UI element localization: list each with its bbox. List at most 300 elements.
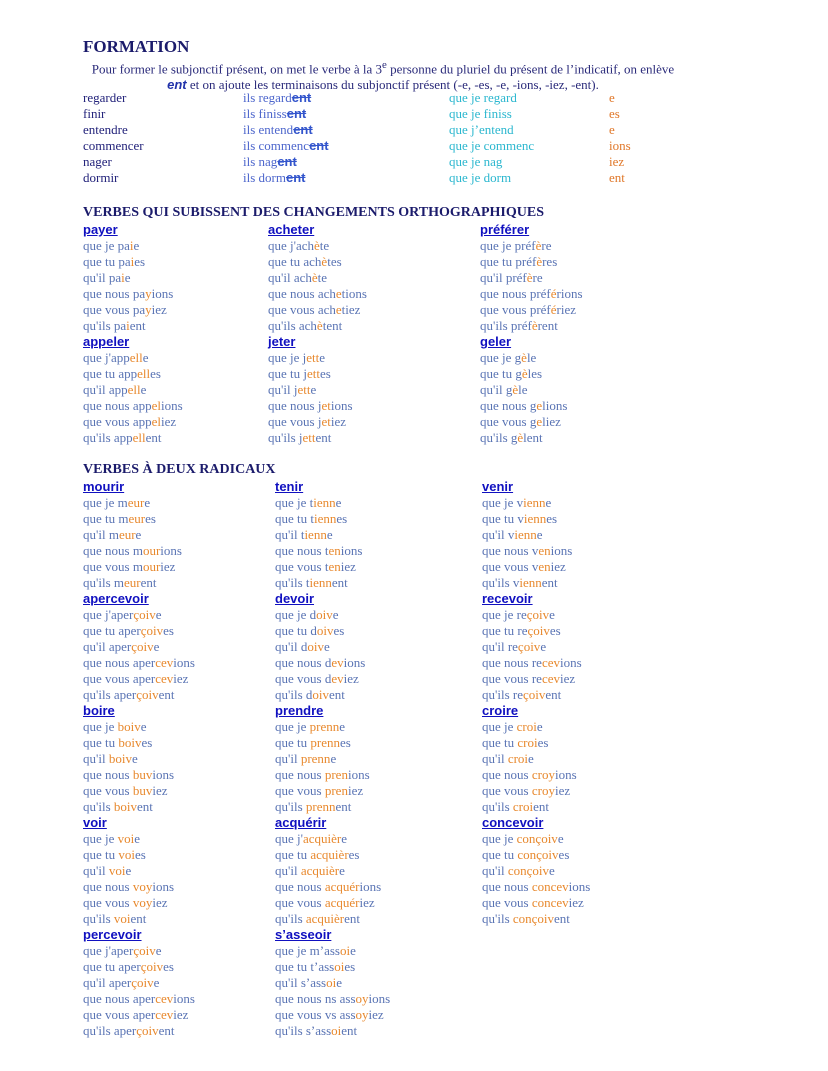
form-text: que tu [482, 847, 518, 862]
form-text: qu'il g [480, 382, 513, 397]
stem-change: oi [334, 959, 345, 974]
form-text: es [141, 735, 153, 750]
conjugation-form [275, 623, 475, 639]
stem-change: pren [324, 767, 348, 782]
conjugation-form [482, 783, 682, 799]
stem-change: çoiv [517, 639, 541, 654]
verb-link[interactable]: geler [480, 334, 512, 349]
form-text: qu'ils ach [268, 318, 317, 333]
verb-link[interactable]: recevoir [482, 591, 533, 606]
stem-change: acquér [324, 895, 360, 910]
intro-text: Pour former le subjonctif présent, on met le verbe à la 3 [91, 61, 383, 77]
form-text: e [133, 238, 140, 253]
form-text: que nous app [83, 398, 152, 413]
form-text: qu'il [275, 751, 301, 766]
conjugation-form [275, 735, 475, 751]
conjugation-form [275, 975, 475, 991]
form-text: qu'il [482, 751, 508, 766]
form-text: rent [537, 318, 558, 333]
ils-stem: ils entend [243, 122, 294, 137]
form-text: que tu ach [268, 254, 322, 269]
form-text: ent [329, 687, 345, 702]
form-text: que vous v [482, 559, 539, 574]
verb-link[interactable]: venir [482, 479, 514, 494]
subjunctive-stem: que j’entend [449, 122, 514, 137]
form-text: e [125, 863, 132, 878]
stem-change: croi [507, 751, 529, 766]
stem-change: çoiv [131, 975, 154, 990]
ils-form [243, 122, 313, 138]
form-text: ent [137, 799, 153, 814]
stem-change: croy [531, 783, 555, 798]
form-text: que tu t [275, 511, 314, 526]
form-text: que je re [482, 607, 527, 622]
stem-change: voy [132, 895, 153, 910]
conjugation-form [83, 943, 283, 959]
conjugation-form [275, 863, 475, 879]
conjugation-form [83, 302, 283, 318]
conjugation-form [275, 783, 475, 799]
form-text: iez [343, 671, 359, 686]
infinitive: nager [83, 154, 112, 169]
form-text: que je d [275, 607, 317, 622]
stem-change: e [335, 286, 342, 301]
conjugation-form [482, 623, 682, 639]
form-text: iez [359, 895, 375, 910]
subjunctive-stem: que je regard [449, 90, 517, 105]
form-text: iez [347, 783, 364, 798]
form-text: e [536, 527, 543, 542]
stem-change: è [521, 350, 527, 365]
form-text: iez [568, 895, 584, 910]
stem-change: pren [324, 783, 348, 798]
stem-change: croy [531, 767, 555, 782]
form-text: ions [554, 767, 577, 782]
ils-form [243, 106, 306, 122]
conjugation-form [482, 879, 682, 895]
form-text: qu'ils v [482, 575, 520, 590]
form-text: que je [482, 719, 517, 734]
struck-ending: ent [277, 154, 297, 169]
verb-link[interactable]: apercevoir [83, 591, 149, 606]
conjugation-form [275, 1023, 475, 1039]
form-text: te [317, 270, 328, 285]
form-text: que je v [482, 495, 524, 510]
form-text: es [344, 959, 356, 974]
form-text: ions [359, 879, 382, 894]
form-text: que vous g [480, 414, 537, 429]
verb-link[interactable]: voir [83, 815, 107, 830]
form-text: qu'ils m [83, 575, 124, 590]
form-text: ent [545, 687, 562, 702]
form-text: e [135, 527, 142, 542]
form-text: qu'ils [482, 911, 513, 926]
form-text: ent [158, 687, 175, 702]
verb-link[interactable]: tenir [275, 479, 304, 494]
conjugation-form [83, 687, 283, 703]
stem-change: acquièr [305, 911, 345, 926]
form-text: que nous [275, 767, 325, 782]
stem-change: ell [127, 382, 141, 397]
stem-change: ienn [309, 575, 332, 590]
form-text: qu'il j [268, 382, 298, 397]
stem-change: e [335, 302, 342, 317]
conjugation-form [275, 719, 475, 735]
stem-change: çoiv [131, 639, 154, 654]
verb-link[interactable]: appeler [83, 334, 130, 349]
form-text: que je [482, 831, 517, 846]
verb-link[interactable]: mourir [83, 479, 125, 494]
stem-change: croi [517, 735, 538, 750]
verb-block [482, 479, 682, 591]
conjugation-form [275, 655, 475, 671]
form-text: tions [341, 286, 367, 301]
formation-explanation [83, 58, 683, 92]
form-text: que vous aper [83, 671, 156, 686]
form-text: que nous j [268, 398, 322, 413]
verb-block [480, 222, 680, 334]
form-text: que j'aper [83, 607, 134, 622]
form-text: que vous d [275, 671, 332, 686]
stem-change: è [521, 366, 528, 381]
stem-change: en [538, 559, 551, 574]
form-text: iez [160, 559, 176, 574]
form-text: e [131, 751, 138, 766]
ils-stem: ils regard [243, 90, 292, 105]
form-text: e [124, 270, 131, 285]
form-text: que vous pa [83, 302, 146, 317]
form-text: que vous vs ass [275, 1007, 356, 1022]
subjunctive-stem: que je commenc [449, 138, 535, 153]
conjugation-form [275, 639, 475, 655]
verb-block [83, 591, 283, 703]
form-text: qu'il [83, 863, 109, 878]
form-text: que nous re [482, 655, 542, 670]
form-text: ent [344, 911, 361, 926]
ils-form [243, 138, 329, 154]
form-text: qu'il d [275, 639, 308, 654]
form-text: qu'il m [83, 527, 119, 542]
verb-link[interactable]: boire [83, 703, 115, 718]
stem-change: i [129, 238, 134, 253]
form-text: es [150, 366, 161, 381]
form-text: es [336, 511, 348, 526]
verb-link[interactable]: jeter [268, 334, 296, 349]
infinitive: dormir [83, 170, 119, 185]
verb-link[interactable]: s’asseoir [275, 927, 332, 942]
form-text: tiez [341, 302, 361, 317]
struck-ending: ent [285, 170, 306, 185]
ils-stem: ils nag [243, 154, 278, 169]
form-text: que nous aper [83, 991, 156, 1006]
stem-change: cev [541, 671, 560, 686]
conjugation-form [482, 687, 682, 703]
stem-change: voi [117, 831, 135, 846]
form-text: es [135, 847, 146, 862]
subjunctive-ending: e [609, 122, 615, 137]
form-text: que j'app [83, 350, 130, 365]
form-text: iez [152, 895, 168, 910]
form-text: res [542, 254, 558, 269]
conjugation-form [275, 559, 475, 575]
stem-change: ienn [523, 511, 547, 526]
stem-change: è [316, 318, 323, 333]
stem-change: croi [516, 719, 537, 734]
ils-form [243, 154, 297, 170]
conjugation-form [482, 655, 682, 671]
stem-change: è [311, 270, 318, 285]
ils-stem: ils dorm [243, 170, 286, 185]
form-text: que je préf [480, 238, 536, 253]
subjunctive-ending: es [609, 106, 620, 121]
conjugation-form [83, 398, 283, 414]
form-text: que je j [268, 350, 307, 365]
form-text: qu'ils [83, 911, 114, 926]
form-text: ent [335, 799, 352, 814]
conjugation-form [83, 414, 283, 430]
stem-change: prenn [310, 735, 340, 750]
form-text: qu'il préf [480, 270, 527, 285]
stem-change: é [550, 286, 557, 301]
subjunctive-stem: que je finiss [449, 106, 512, 121]
stem-change: buv [132, 767, 153, 782]
stem-change: ell [132, 430, 146, 445]
stem-change: oiv [316, 607, 333, 622]
stem-change: prenn [305, 799, 336, 814]
form-text: ions [330, 398, 353, 413]
subjunctive-stem: que je nag [449, 154, 503, 169]
verb-block [83, 222, 283, 334]
stem-change: prenn [300, 751, 331, 766]
stem-change: voi [108, 863, 126, 878]
stem-change: our [142, 559, 161, 574]
form-text: que tu préf [480, 254, 537, 269]
conjugation-form [83, 879, 283, 895]
form-text: e [336, 975, 342, 990]
form-text: que vous m [83, 559, 143, 574]
form-text: es [333, 623, 345, 638]
form-text: e [341, 831, 348, 846]
form-text: que vous [482, 895, 532, 910]
conjugation-form [83, 639, 283, 655]
form-text: ent [533, 799, 549, 814]
verb-block [83, 927, 283, 1039]
stem-change: oi [326, 975, 337, 990]
form-text: lent [523, 430, 543, 445]
subjunctive-stem: que je dorm [449, 170, 512, 185]
stem-change: croi [512, 799, 534, 814]
form-text: ent [140, 575, 157, 590]
infinitive: regarder [83, 90, 127, 105]
form-text: es [546, 511, 558, 526]
form-text: es [537, 735, 549, 750]
verb-link[interactable]: concevoir [482, 815, 544, 830]
conjugation-form [275, 847, 475, 863]
stem-change: oy [355, 991, 369, 1006]
conjugation-form [83, 1023, 283, 1039]
form-text: re [532, 270, 543, 285]
form-text: que je g [480, 350, 522, 365]
verb-link[interactable]: prendre [275, 703, 324, 718]
form-text: que tu g [480, 366, 522, 381]
conjugation-form [480, 414, 680, 430]
form-text: iez [152, 783, 168, 798]
form-text: qu'il aper [83, 639, 132, 654]
form-text: que tu re [482, 623, 528, 638]
form-text: e [155, 607, 162, 622]
stem-change: oiv [307, 639, 324, 654]
conjugation-form [275, 895, 475, 911]
form-text: iez [340, 559, 356, 574]
conjugation-form [480, 318, 680, 334]
conjugation-form [83, 735, 283, 751]
form-text: qu'ils préf [480, 318, 532, 333]
conjugation-form [83, 719, 283, 735]
stem-change: buv [132, 783, 153, 798]
stem-change: oiv [312, 687, 329, 702]
verb-link[interactable]: préférer [480, 222, 530, 237]
stem-change: acquièr [310, 847, 349, 862]
form-text: qu'ils t [275, 575, 310, 590]
form-text: que tu d [275, 623, 317, 638]
form-text: ions [152, 879, 175, 894]
conjugation-form [275, 543, 475, 559]
stem-change: el [151, 398, 161, 413]
verb-link[interactable]: payer [83, 222, 118, 237]
conjugation-form [482, 543, 682, 559]
form-text: e [319, 350, 326, 365]
intro-ending: ent [167, 76, 187, 92]
conjugation-form [268, 270, 468, 286]
form-text: qu'il v [482, 527, 515, 542]
conjugation-form [480, 366, 680, 382]
stem-change: i [126, 318, 130, 333]
stem-change: voi [113, 911, 131, 926]
conjugation-form [268, 254, 468, 270]
subjunctive-ending: iez [609, 154, 625, 169]
form-text: lions [542, 398, 568, 413]
conjugation-form [275, 879, 475, 895]
form-text: que j'aper [83, 943, 134, 958]
conjugation-form [482, 511, 682, 527]
stem-change: çoiv [526, 607, 550, 622]
conjugation-form [83, 511, 283, 527]
conjugation-form [268, 382, 468, 398]
form-text: que tu [83, 735, 119, 750]
form-text: ions [347, 767, 370, 782]
conjugation-form [83, 575, 283, 591]
stem-change: çoiv [133, 607, 156, 622]
conjugation-form [275, 607, 475, 623]
stem-change: ett [297, 382, 311, 397]
form-text: que nous t [275, 543, 329, 558]
form-text: ions [152, 767, 175, 782]
conjugation-form [83, 270, 283, 286]
stem-change: el [151, 414, 161, 429]
stem-change: é [550, 302, 557, 317]
form-text: qu'ils d [275, 687, 313, 702]
verb-block [83, 703, 283, 815]
verb-link[interactable]: croire [482, 703, 519, 718]
form-text: iez [559, 671, 576, 686]
form-text: qu'il aper [83, 975, 132, 990]
conjugation-form [83, 975, 283, 991]
form-text: que vous [275, 895, 325, 910]
form-text: qu'ils [275, 911, 306, 926]
form-text: le [518, 382, 528, 397]
form-text: que nous préf [480, 286, 551, 301]
stem-change: çoiv [527, 623, 550, 638]
form-text: qu'ils [275, 799, 306, 814]
stem-change: ell [137, 366, 151, 381]
conjugation-form [482, 607, 682, 623]
form-text: que nous pa [83, 286, 146, 301]
ils-stem: ils commenc [243, 138, 310, 153]
stem-change: conçoiv [507, 863, 549, 878]
stem-change: è [526, 270, 533, 285]
stem-change: oi [339, 943, 351, 958]
stem-change: e [536, 414, 543, 429]
page-title: FORMATION [83, 37, 190, 56]
conjugation-form [275, 831, 475, 847]
form-text: e [140, 382, 147, 397]
stem-change: è [535, 238, 542, 253]
conjugation-form [482, 671, 682, 687]
form-text: e [548, 863, 555, 878]
conjugation-form [480, 286, 680, 302]
stem-change: ienn [304, 527, 327, 542]
form-text: qu'il pa [83, 270, 122, 285]
form-text: es [340, 735, 351, 750]
form-text: ent [158, 1023, 175, 1038]
form-text: que tu [482, 735, 518, 750]
form-text: que tu [83, 847, 119, 862]
verb-link[interactable]: devoir [275, 591, 315, 606]
verb-link[interactable]: acquérir [275, 815, 327, 830]
form-text: iez [161, 414, 177, 429]
conjugation-form [482, 719, 682, 735]
form-text: qu'il [275, 863, 301, 878]
form-text: e [142, 350, 149, 365]
stem-change: ell [129, 350, 143, 365]
conjugation-form [268, 238, 468, 254]
conjugation-form [275, 991, 475, 1007]
conjugation-form [83, 366, 283, 382]
form-text: que tu aper [83, 623, 141, 638]
stem-change: ett [307, 366, 320, 381]
verb-link[interactable]: percevoir [83, 927, 142, 942]
subjunctive-ending: ent [609, 170, 625, 185]
form-text: ent [341, 1023, 358, 1038]
form-text: iez [173, 671, 189, 686]
stem-change: en [538, 543, 551, 558]
form-text: qu'ils pa [83, 318, 127, 333]
form-text: qu'ils s’ass [275, 1023, 332, 1038]
form-text: es [145, 511, 156, 526]
stem-change: ett [302, 430, 316, 445]
form-text: e [528, 751, 534, 766]
conjugation-form [83, 767, 283, 783]
form-text: ent [541, 575, 558, 590]
conjugation-form [83, 847, 283, 863]
conjugation-form [83, 911, 283, 927]
verb-block [482, 815, 682, 927]
verb-link[interactable]: acheter [268, 222, 315, 237]
stem-change: boiv [118, 735, 142, 750]
conjugation-form [275, 799, 475, 815]
form-text: qu'il ach [268, 270, 312, 285]
stem-change: çoiv [140, 959, 164, 974]
